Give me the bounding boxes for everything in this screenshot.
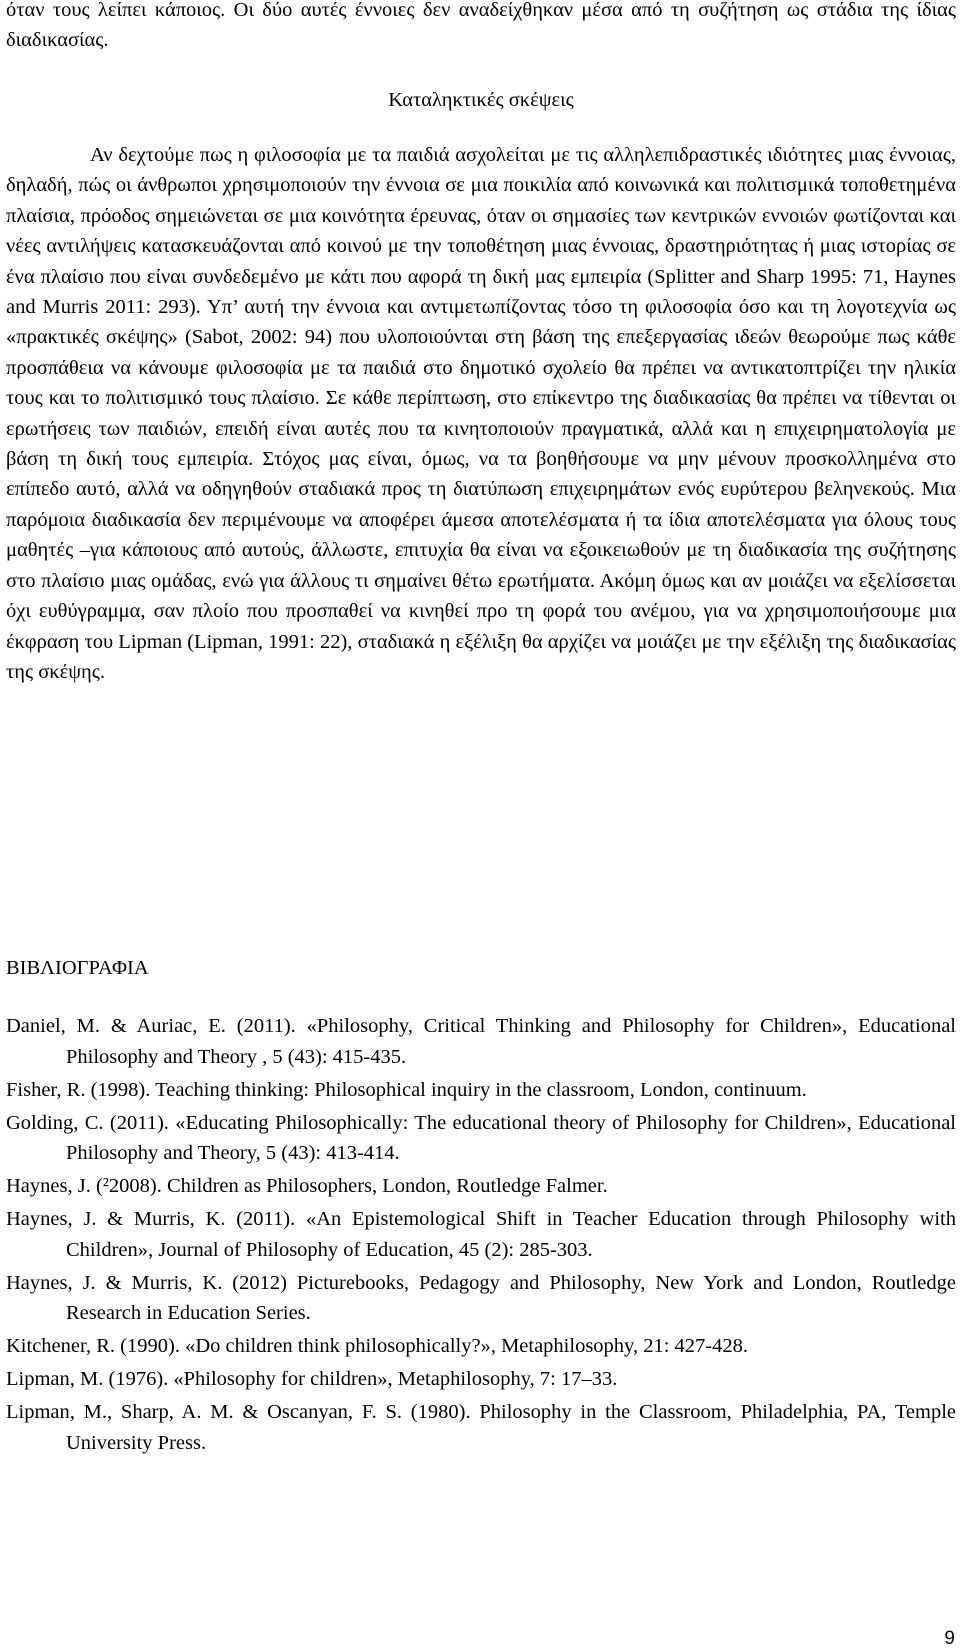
reference-item: Haynes, J. & Murris, K. (2012) Picturebooks, Pedagogy and Philosophy, New York and London, Routledge Research in Education Series. bbox=[6, 1271, 956, 1325]
bibliography-heading: ΒΙΒΛΙΟΓΡΑΦΙΑ bbox=[6, 957, 149, 979]
reference-item: Fisher, R. (1998). Teaching thinking: Philosophical inquiry in the classroom, London, continuum. bbox=[6, 1078, 807, 1101]
reference-item: Haynes, J. & Murris, K. (2011). «An Epistemological Shift in Teacher Education through Philosophy with Children», Journal of Philosophy of Education, 45 (2): 285-303. bbox=[6, 1208, 956, 1261]
conclusions-paragraph: Αν δεχτούμε πως η φιλοσοφία με τα παιδιά ασχολείται με τις αλληλεπιδραστικές ιδιότητες μιας έννοιας, δηλαδή, πώς οι άνθρωποι χρησιμοποιούν την έννοια σε μια ποικιλία από κοινωνικά και πολιτισμικά τοποθετημένα πλαίσια, πρόοδος σημειώνεται σε μια κοινότητα έρευνας, όταν οι σημασίες των κεντρικών εννοιών φωτίζονται και νέες αντιλήψεις κατασκευάζονται από κοινού με την τοποθέτηση μιας έννοιας, δραστηριότητας ή μιας ιστορίας σε ένα πλαίσιο που είναι συνδεδεμένο με κάτι που αφορά τη δική μας εμπειρία (Splitter and Sharp 1995: 71, Haynes and Murris 2011: 293). Υπ’ αυτή την έννοια και αντιμετωπίζοντας τόσο τη φιλοσοφία όσο και τη λογοτεχνία ως «πρακτικές σκέψης» (Sabot, 2002: 94) που υλοποιούνται στη βάση της επεξεργασίας ιδεών θεωρούμε πως κάθε προσπάθεια να κάνουμε φιλοσοφία με τα παιδιά στο δημοτικό σχολείο θα πρέπει να αντικατοπτρίζει την ηλικία τους και το πολιτισμικό τους πλαίσιο. Σε κάθε περίπτωση, στο επίκεντρο της διαδικασίας θα πρέπει να τίθενται οι ερωτήσεις των παιδιών, επειδή είναι αυτές που τα κινητοποιούν πραγματικά, αλλά και η επιχειρηματολογία με βάση τη δική τους εμπειρία. Στόχος μας είναι, όμως, να τα βοηθήσουμε να μην μένουν προσκολλημένα στο επίπεδο αυτό, αλλά να οδηγηθούν σταδιακά προς τη διατύπωση επιχειρημάτων ενός ευρύτερου βεληνεκούς. Μια παρόμοια διαδικασία δεν περιμένουμε να αποφέρει άμεσα αποτελέσματα ή τα ίδια αποτελέσματα για όλους τους μαθητές –για κάποιους από αυτούς, άλλωστε, επιτυχία θα είναι να εξοικειωθούν με τη διαδικασία της συζήτησης στο πλαίσιο μιας ομάδας, ενώ για άλλους τι σημαίνει θέτω ερωτήματα. Ακόμη όμως και αν μοιάζει να εξελίσσεται όχι ευθύγραμμα, σαν πλοίο που προσπαθεί να κινηθεί προ τη φορά του ανέμου, για να χρησιμοποιήσουμε μια έκφραση του Lipman (Lipman, 1991: 22), σταδιακά η εξέλιξη θα αρχίζει να μοιάζει με την εξέλιξη της διαδικασίας της σκέψης. bbox=[6, 144, 956, 683]
intro-paragraph: όταν τους λείπει κάποιος. Οι δύο αυτές έννοιες δεν αναδείχθηκαν μέσα από τη συζήτηση ως στάδια της ίδιας διαδικασίας. bbox=[6, 0, 956, 52]
reference-item: Daniel, M. & Auriac, E. (2011). «Philosophy, Critical Thinking and Philosophy for Children», Educational Philosophy and Theory , 5 (43): 415-435. bbox=[6, 1015, 956, 1068]
reference-item: Lipman, M., Sharp, A. M. & Oscanyan, F. S. (1980). Philosophy in the Classroom, Philadelphia, PA, Temple University Press. bbox=[6, 1401, 956, 1454]
reference-item: Golding, C. (2011). «Educating Philosophically: The educational theory of Philosophy for Children», Educational Philosophy and Theory, 5 (43): 413-414. bbox=[6, 1111, 956, 1165]
reference-list bbox=[6, 1011, 956, 1461]
page-number: 9 bbox=[944, 1628, 955, 1649]
conclusions-heading: Καταληκτικές σκέψεις bbox=[388, 89, 574, 111]
reference-item: Haynes, J. (²2008). Children as Philosophers, London, Routledge Falmer. bbox=[6, 1175, 608, 1198]
reference-item: Kitchener, R. (1990). «Do children think philosophically?», Metaphilosophy, 21: 427-428. bbox=[6, 1335, 748, 1358]
reference-item: Lipman, M. (1976). «Philosophy for children», Metaphilosophy, 7: 17–33. bbox=[6, 1368, 618, 1391]
